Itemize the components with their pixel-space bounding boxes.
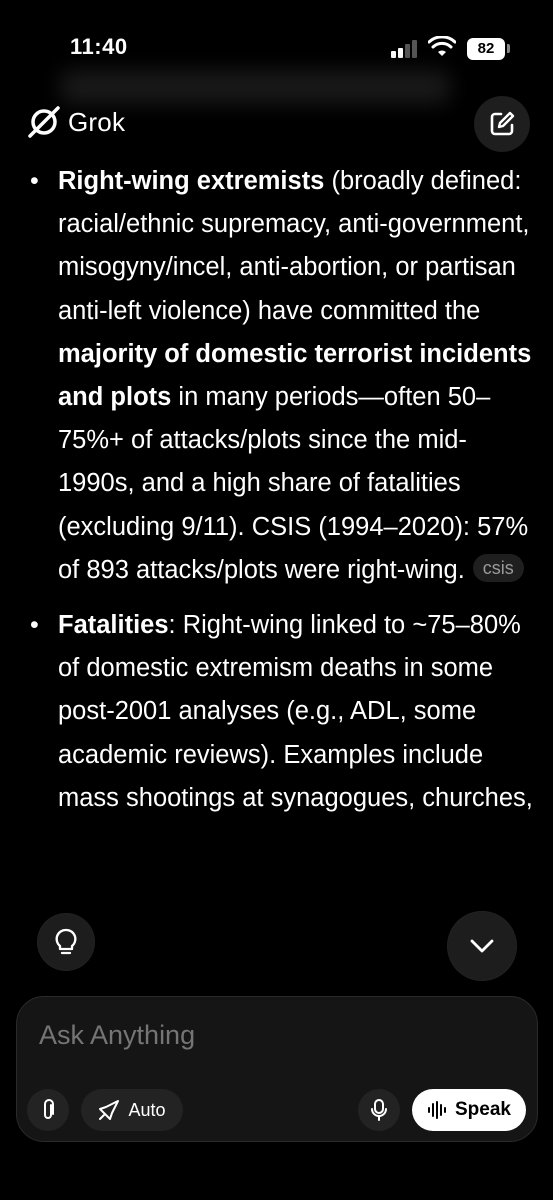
battery-tip xyxy=(507,44,510,53)
list-item xyxy=(30,160,540,592)
response-content xyxy=(30,160,540,832)
source-chip[interactable]: csis xyxy=(473,554,524,582)
wifi-icon xyxy=(428,36,456,58)
status-time: 11:40 xyxy=(70,34,128,59)
lightbulb-icon xyxy=(53,928,79,956)
auto-label: Auto xyxy=(128,1099,166,1120)
speak-label: Speak xyxy=(455,1099,511,1120)
scroll-down-button[interactable] xyxy=(448,912,516,980)
app-header xyxy=(0,96,553,152)
microphone-button[interactable] xyxy=(358,1089,400,1131)
edit-icon xyxy=(487,109,517,139)
grok-logo[interactable] xyxy=(26,104,125,140)
ask-input[interactable] xyxy=(37,1019,501,1052)
body-text: in many periods—often 50–75%+ of attacks/plots since the mid-1990s, and a high share of fatalities (excluding 9/11). CSIS (1994–2020): 57% of 893 attacks/plots were right-wing. xyxy=(58,383,529,584)
signal-icon xyxy=(391,40,421,58)
chevron-down-icon xyxy=(469,938,495,954)
attach-button[interactable] xyxy=(27,1089,69,1131)
body-text: (broadly defined: racial/ethnic supremacy, anti-government, misogyny/incel, anti-abortion, or partisan anti-left violence) have committed the xyxy=(58,167,530,325)
composer xyxy=(16,996,538,1142)
speak-button[interactable] xyxy=(412,1089,526,1131)
battery-indicator: 82 xyxy=(467,38,505,60)
app-name: Grok xyxy=(68,106,126,137)
bold-term: Fatalities xyxy=(58,611,169,640)
list-item xyxy=(30,604,540,820)
microphone-icon xyxy=(370,1098,388,1122)
new-chat-button[interactable] xyxy=(474,96,530,152)
paperclip-icon xyxy=(41,1099,55,1121)
waveform-icon xyxy=(427,1100,447,1120)
bold-phrase: majority of domestic terrorist incidents and plots xyxy=(58,339,532,412)
rocket-icon xyxy=(98,1099,120,1121)
grok-logo-icon xyxy=(26,104,62,140)
suggestion-button[interactable] xyxy=(38,914,94,970)
auto-mode-button[interactable] xyxy=(81,1089,183,1131)
bold-term: Right-wing extremists xyxy=(58,167,325,195)
body-text: : Right-wing linked to ~75–80% of domestic extremism deaths in some post-2001 analyses (e.g., ADL, some academic reviews). Examples include mass shootings at synagogues, churches, xyxy=(58,611,533,812)
